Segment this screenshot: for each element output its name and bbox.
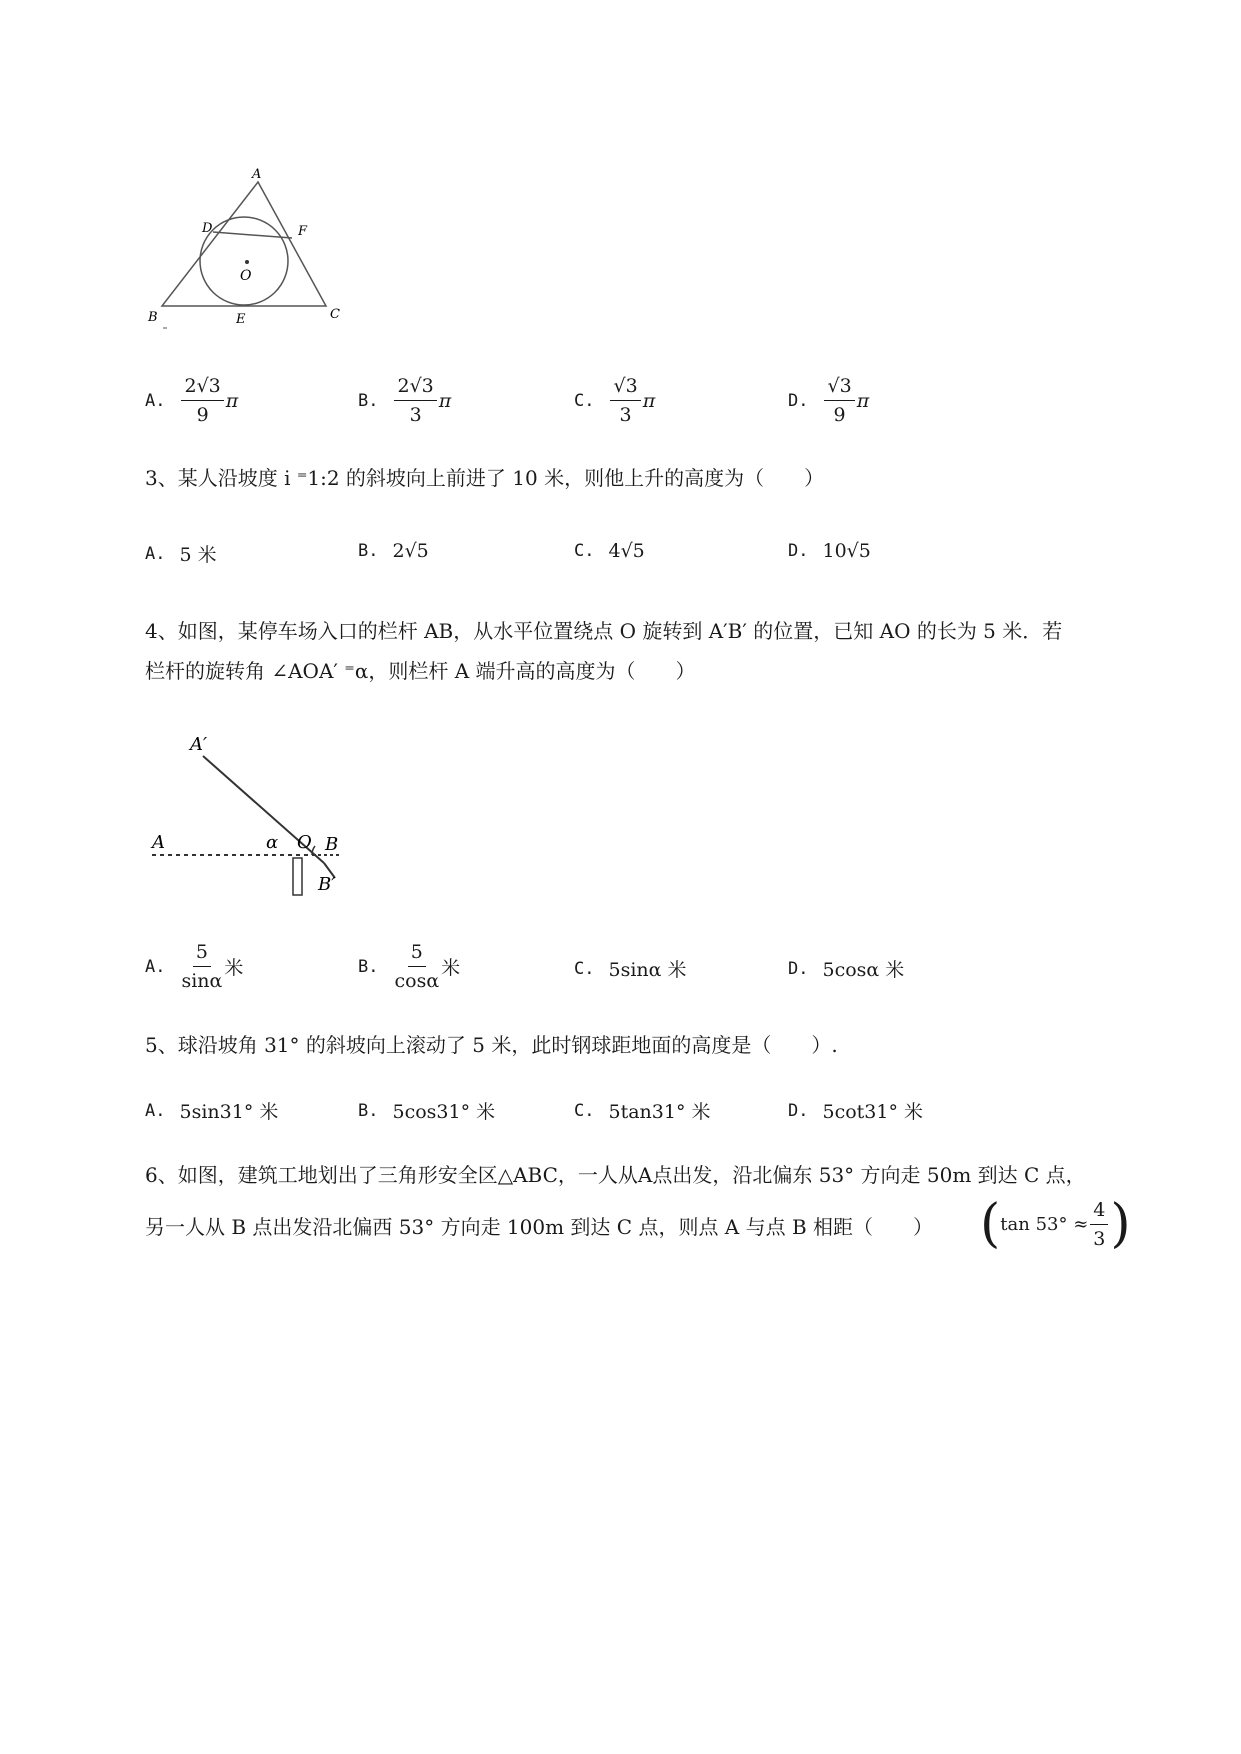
fraction xyxy=(824,374,854,427)
q2-option-a[interactable] xyxy=(145,374,238,427)
denominator: 3 xyxy=(409,404,422,426)
fraction xyxy=(394,940,439,993)
q6-tan-hint xyxy=(980,1194,1131,1254)
option-label: A. xyxy=(145,1100,166,1121)
option-label: A. xyxy=(145,956,166,977)
q3-option-b[interactable] xyxy=(358,540,429,562)
alpha-label: α xyxy=(266,832,279,853)
numerator: 2√3 xyxy=(394,374,436,401)
option-label: C. xyxy=(574,390,595,411)
numerator: √3 xyxy=(824,374,854,401)
denominator: 9 xyxy=(196,404,209,426)
fraction xyxy=(1090,1198,1108,1251)
option-label: B. xyxy=(358,541,379,561)
option-label: A. xyxy=(145,390,166,411)
pi-symbol: π xyxy=(225,389,239,412)
q4-stem-line1: 4、如图，某停车场入口的栏杆 AB，从水平位置绕点 O 旋转到 A′B′ 的位置，已知 AO 的长为 5 米．若 xyxy=(145,619,1063,643)
denominator: 3 xyxy=(1093,1227,1106,1250)
option-value: 5cot31° 米 xyxy=(822,1101,924,1123)
q3-stem: 3、某人沿坡度 i ⁼1:2 的斜坡向上前进了 10 米，则他上升的高度为（ ） xyxy=(145,466,825,490)
pi-symbol: π xyxy=(438,389,452,412)
numerator: √3 xyxy=(610,374,640,401)
option-value: 10√5 xyxy=(822,540,871,562)
q4-option-b[interactable] xyxy=(358,940,460,993)
denominator: 9 xyxy=(833,404,846,426)
option-label: A. xyxy=(145,543,166,564)
unit: 米 xyxy=(441,957,461,979)
hint-text: tan 53° ≈ xyxy=(1000,1213,1089,1235)
denominator: cosα xyxy=(394,970,440,992)
q3-option-d[interactable] xyxy=(788,540,871,562)
left-paren: ( xyxy=(980,1194,1001,1254)
option-label: C. xyxy=(574,541,595,561)
denominator: sinα xyxy=(181,970,223,992)
option-label: D. xyxy=(788,541,809,561)
point-o-label: O xyxy=(297,832,312,853)
point-b-prime-label: B′ xyxy=(318,874,336,895)
fraction xyxy=(181,374,223,427)
option-label: B. xyxy=(358,956,379,977)
q6-stem-line1: 6、如图，建筑工地划出了三角形安全区△ABC，一人从A点出发，沿北偏东 53° 方向走 50m 到达 C 点， xyxy=(145,1163,1086,1187)
option-label: B. xyxy=(358,1100,379,1121)
point-o-label: O xyxy=(240,268,252,284)
right-paren: ) xyxy=(1110,1194,1131,1254)
q4-option-d[interactable] xyxy=(788,955,904,982)
option-label: D. xyxy=(788,390,809,411)
option-value: 5 米 xyxy=(179,544,217,566)
q4-option-a[interactable] xyxy=(145,940,243,993)
point-b-label: B xyxy=(148,310,158,325)
option-value: 5sinα 米 xyxy=(608,959,687,981)
point-b-label: B xyxy=(325,834,339,855)
option-label: C. xyxy=(574,1100,595,1121)
q4-stem-line2: 栏杆的旋转角 ∠AOA′ ⁼α，则栏杆 A 端升高的高度为（ ） xyxy=(145,659,696,683)
fraction xyxy=(394,374,436,427)
option-value: 4√5 xyxy=(608,540,645,562)
numerator: 4 xyxy=(1090,1198,1108,1225)
numerator: 5 xyxy=(193,940,211,967)
q5-option-b[interactable] xyxy=(358,1097,495,1124)
q5-option-a[interactable] xyxy=(145,1097,278,1124)
denominator: 3 xyxy=(619,404,632,426)
option-label: C. xyxy=(574,958,595,979)
pi-symbol: π xyxy=(856,389,870,412)
unit: 米 xyxy=(224,957,244,979)
fraction xyxy=(610,374,640,427)
point-e-label: E xyxy=(236,312,246,327)
option-value: 5cosα 米 xyxy=(822,959,905,981)
point-f-label: F xyxy=(298,224,308,239)
point-c-label: C xyxy=(330,307,340,322)
q3-option-a[interactable] xyxy=(145,540,217,567)
option-label: D. xyxy=(788,958,809,979)
q2-option-d[interactable] xyxy=(788,374,869,427)
figure-parking-barrier xyxy=(140,720,370,900)
q5-option-d[interactable] xyxy=(788,1097,923,1124)
option-label: D. xyxy=(788,1100,809,1121)
figure-triangle-incircle xyxy=(140,160,340,340)
q4-option-c[interactable] xyxy=(574,955,687,982)
point-d-label: D xyxy=(202,221,213,236)
numerator: 2√3 xyxy=(181,374,223,401)
point-a-label: A xyxy=(152,832,165,853)
option-value: 5sin31° 米 xyxy=(179,1101,279,1123)
q2-option-b[interactable] xyxy=(358,374,451,427)
q5-option-c[interactable] xyxy=(574,1097,711,1124)
pi-symbol: π xyxy=(642,389,656,412)
point-a-label: A xyxy=(252,167,262,182)
option-label: B. xyxy=(358,390,379,411)
q2-option-c[interactable] xyxy=(574,374,655,427)
point-a-prime-label: A′ xyxy=(190,734,208,755)
numerator: 5 xyxy=(408,940,426,967)
fraction xyxy=(181,940,222,993)
q3-option-c[interactable] xyxy=(574,540,645,562)
q5-stem: 5、球沿坡角 31° 的斜坡向上滚动了 5 米，此时钢球距地面的高度是（ ）. xyxy=(145,1033,838,1057)
option-value: 5cos31° 米 xyxy=(392,1101,496,1123)
option-value: 2√5 xyxy=(392,540,429,562)
option-value: 5tan31° 米 xyxy=(608,1101,711,1123)
q6-stem-line2: 另一人从 B 点出发沿北偏西 53° 方向走 100m 到达 C 点，则点 A 与点 B 相距（ ） xyxy=(145,1215,934,1239)
